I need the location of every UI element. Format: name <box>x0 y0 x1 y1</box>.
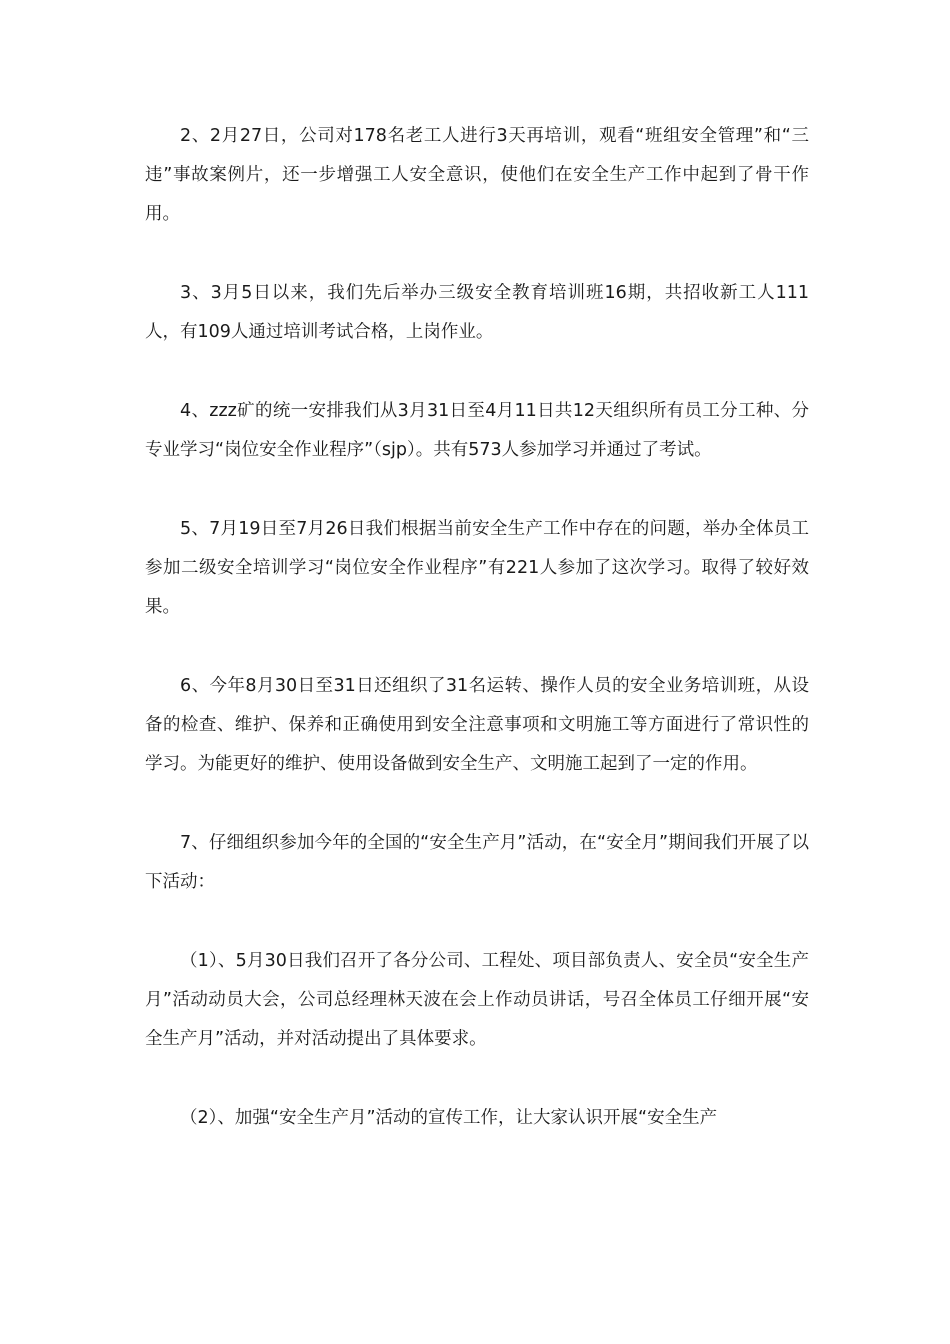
paragraph-subitem-1: （1）、5月30日我们召开了各分公司、工程处、项目部负责人、安全员“安全生产月”活动动员大会，公司总经理林天波在会上作动员讲话，号召全体员工仔细开展“安全生产月”活动，并对活动提出了具体要求。 <box>145 951 809 1049</box>
document-body <box>145 117 809 1178</box>
paragraph-subitem-2: （2）、加强“安全生产月”活动的宣传工作，让大家认识开展“安全生产 <box>180 1108 718 1128</box>
paragraph-item-2: 2、2月27日，公司对178名老工人进行3天再培训，观看“班组安全管理”和“三违”事故案例片，还一步增强工人安全意识，使他们在安全生产工作中起到了骨干作用。 <box>145 126 809 224</box>
paragraph-item-7: 7、仔细组织参加今年的全国的“安全生产月”活动，在“安全月”期间我们开展了以下活动： <box>145 833 809 892</box>
paragraph-item-5: 5、7月19日至7月26日我们根据当前安全生产工作中存在的问题，举办全体员工参加二级安全培训学习“岗位安全作业程序”有221人参加了这次学习。取得了较好效果。 <box>145 519 809 617</box>
paragraph-item-3: 3、3月5日以来，我们先后举办三级安全教育培训班16期，共招收新工人111人，有109人通过培训考试合格，上岗作业。 <box>145 283 809 342</box>
paragraph-item-6: 6、今年8月30日至31日还组织了31名运转、操作人员的安全业务培训班，从设备的检查、维护、保养和正确使用到安全注意事项和文明施工等方面进行了常识性的学习。为能更好的维护、使用设备做到安全生产、文明施工起到了一定的作用。 <box>145 676 809 774</box>
paragraph-item-4: 4、zzz矿的统一安排我们从3月31日至4月11日共12天组织所有员工分工种、分专业学习“岗位安全作业程序”（sjp）。共有573人参加学习并通过了考试。 <box>145 401 809 460</box>
